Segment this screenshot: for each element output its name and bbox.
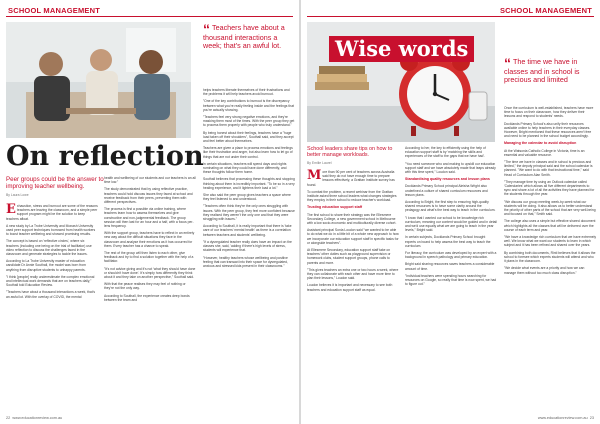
paragraph: "I think [people] really underestimate the complex emotional and intellectual work demands that are on teachers daily," Southall told Education Review. (6, 274, 95, 288)
paragraph: According to Southall, it is really important that there is 'take care of our teachers' mental health' as there is a correlation between teachers and students' wellbeing. (203, 224, 292, 237)
section-rule (6, 16, 293, 17)
section-label: SCHOOL MANAGEMENT (8, 6, 101, 15)
paragraph: Loudon believes it is important and necessary to see both teachers and education support staff as equal. (307, 283, 393, 292)
paragraph: The concept is based on 'reflective circles', where six teachers (including one being on the trial of facilitator) use video reflection to discuss the challenges faced in the classroom and generate strategies to tackle the issues. (6, 239, 92, 257)
paragraph: Once the curriculum is well-established, teachers have more time to focus on their classroom, how they deliver their lessons and respond to students' needs. (504, 106, 594, 119)
paragraph: In certain situations, teachers will spend days and nights ruminating on what they could have done differently, and these thoughts follow them home. (203, 161, 287, 175)
paragraph: "It's not advice giving and it's not 'what they should have done or shouldn't have done'. It's simply how differently they think about it and they take on another perspective," Southall said. (104, 266, 196, 280)
paragraph: "One of the key contributions to burnout is the discrepancy between what you're really feeling inside and the feelings that you're actually showing. (203, 99, 294, 112)
paragraph: By being honest about their feelings, teachers have a "huge load taken off their shoulders", Southall said, and they accept and feel better about themselves. (203, 130, 294, 144)
paragraph: Southall believes that processing these thoughts and stopping thinking about them is incredibly important. "To be so in a very healing experience, and it lightens their load a lot." (203, 177, 295, 190)
paragraph: According to Southall, the experience creates deep bonds between the team and (104, 293, 190, 302)
paragraph: "Teachers often think they're the only ones struggling with issues. With the peer group, they feel more confident because they realised they weren't the only one and that they were struggling with issues." (203, 204, 295, 222)
left-pull-quote (203, 21, 293, 51)
paragraph: ore than 90 per cent of teachers across Australia said they do not have enough time to prepare lessons effectively, a Grattan Institute survey has found. (307, 170, 395, 187)
paragraph: "The time we have in classes and in school is precious and limited," the deputy principal said and the school calendar is planned. "We want to do with that instructional time," said Head of Curriculum Alan Smith. (504, 160, 593, 177)
paragraph: "We decide what events are a priority and how we can manage them without too much class disruption." (504, 266, 585, 275)
paragraph: "They manage time by using an Outlook calendar called 'Calendaries' which allows all five different departments to sync and share a lot of all the activities they have planned for the students through the year. (504, 179, 595, 197)
right-pull-quote (504, 55, 594, 85)
standfirst-text: School leaders share tips on how to better manage workloads. (307, 146, 393, 159)
paragraph: Bright said sharing resources saves teachers a considerable amount of time. (405, 262, 495, 271)
right-column-2 (405, 146, 497, 406)
right-column-1 (307, 170, 399, 406)
standfirst-text: Peer groups could be the answer to improving teacher wellbeing. (6, 176, 104, 190)
paragraph: Docklands Primary School's also unify their resources available online to help teachers in their everyday classes. However, Bright mentioned that these resources aren't free and need to be planned in the school budget accordingly. (504, 121, 592, 139)
subheading: Standardising quality resources and lesson plans (405, 177, 490, 182)
left-footer (6, 416, 62, 420)
paragraph: With the support group, teachers have to reflect in an entirely new way about the difficult situations they face in the classroom and analyse their emotions as it has occurred for them. Every teacher has a chance to speak. (104, 231, 195, 248)
paragraph: The college also uses a simple but effective shared document which highlights all the classes that will be delivered over the course of each term and year. (504, 219, 596, 232)
quote-mark-icon: “ (203, 21, 210, 37)
teachers-meeting-photo (6, 22, 191, 138)
paragraph: "Teachers feel very strong negative emotions, and they're masking them most of the times. With the peer group they get to process them properly with people who truly understand." (203, 115, 295, 128)
paragraph: The rest of the group will then listen to each other, give feedback and try to find a solution together with the help of a facilitator. (104, 251, 194, 264)
paragraph: "I know that I wanted our school to be knowledge rich curriculum, meaning our content would be guided and in detail and we'd use equally what we are going to teach in the year levels," Bright said. (405, 215, 498, 233)
paragraph: In certain subjects, Docklands Primary School brought experts on board to help assess the best way to teach the curriculum. (405, 235, 491, 248)
paragraph: xhaustion, stress and burnout are some of the reasons teachers are leaving the classroom, and a simple peer support program might be the solution to keep teachers afloat. (6, 204, 98, 221)
paragraph: "This gives teachers an extra one or two hours a week, where they can collaborate with each other and have more time to plan their lessons," Loudon said. (307, 267, 399, 281)
paragraph: According to La Trobe University master of education candidate Dr Annie Southall, the model was born from anything from disruptive students to unhappy parents. (6, 259, 86, 272)
left-page (0, 0, 299, 424)
paragraph: Teachers are given a place to process emotions and feelings like their frustration and anger, but also learn how to let go of things that are not under their control. (203, 146, 293, 159)
paragraph: Docklands Primary School principal Aleisha Wright also underlined a culture of shared curriculum resources and lesson plans. (405, 184, 488, 197)
paragraph: The first school to share their strategy was the Ellesmere Secondary College, a new government school in Melbourne with a low socio-economic and multiculturally diverse cohort. (307, 212, 397, 226)
paragraph: "However, healthy teachers whose wellbeing and positive feeling that can transact into their space for dysregulated, anxious and stressed kids present in their classrooms." (203, 255, 288, 268)
paragraph: "We discuss our group meeting week-by-week what our students will be doing. It also allows us to better understand the priority of other parts of the school that are very well-being and focused on that," Smith said. (504, 199, 596, 217)
paragraph: Assistant principal Sonia Loudon said "we wanted to be able to do what we do in a little bit of a whole new approach to how we incorporate our education support staff in specific tasks for or alongside teachers". (307, 228, 399, 245)
paragraph: For literacy, the curriculum was developed by an expert with a background in speech pathology and primary education. (405, 251, 497, 260)
left-byline: By Laura Lowe (6, 193, 29, 197)
right-footer (538, 416, 594, 420)
paragraph: At Ellesmere Secondary, education support staff take on teachers' other duties such as playground supervision or homework clubs, student support groups, phone calls to parents and more. (307, 248, 391, 265)
right-page (301, 0, 600, 424)
pull-quote-text: Teachers have about a thousand interactions a week; that's an awful lot. (203, 23, 285, 51)
drop-cap: M (307, 168, 322, 183)
paragraph: "We have a knowledge rich curriculum that we have extremely well. We know what we want our students to learn in which subject and it has been refined and shared over the years. (504, 235, 597, 248)
subheading: Trusting education support staff (307, 205, 363, 210)
right-column-3 (504, 106, 596, 408)
paragraph: To combat the problem, a recent webinar from the Grattan Institute asked three school leaders what changes strategies they employ in their school to reduce teacher's workload. (307, 189, 397, 203)
paragraph: health and wellbeing of our students and our teachers is an all time low." (104, 176, 196, 185)
paragraph: "Individual teachers were spending hours searching for resources on Google, so really that time is now spent, we had to figure out." (405, 273, 497, 287)
left-column-3 (203, 88, 295, 408)
left-column-2 (104, 176, 196, 406)
paragraph: By combining both documents, Rinti believes that it allows the school to foresee which experts students will attend and who it plans in the classroom. (504, 250, 596, 264)
left-headline: On reflection (6, 141, 204, 172)
paragraph: The process is first a possible via online training, where teachers learn how to assess themselves and give constructive and non-judgemental feedback. The group session will then last for an hour and a half, with a focus per-lens frequency. (104, 207, 194, 229)
section-label: SCHOOL MANAGEMENT (499, 6, 592, 15)
paragraph: She also said the peer group gives teachers a space where they feel listened to and understood. (203, 193, 291, 202)
footer-site: www.educationreview.com.au (537, 416, 588, 420)
paragraph: helps teachers liberate themselves of their frustrations and the problems it will help teachers avoid burnout. (203, 88, 290, 97)
right-byline: By Emilie Laurel (307, 161, 332, 166)
alarm-clock-photo (307, 22, 495, 142)
right-headline: Wise words (329, 36, 474, 62)
section-rule (307, 16, 594, 17)
paragraph: A new study by La Trobe University and Monash University used peer support techniques borrowed from health workers to boost teacher wellbeing and showed promising results. (6, 223, 96, 237)
paragraph: With that the peace realises they may feel of nothing or they're not the only way. (104, 282, 186, 291)
paragraph: The study demonstrated that by using reflective practice, teachers could hold discuss issues they faced at school and receive feedback from their peers, preventing them with different perspectives. (104, 187, 193, 205)
subheading: Managing the calendar to avoid disruption (504, 141, 577, 146)
page-number: 23 (589, 416, 594, 420)
drop-cap: E (6, 202, 16, 217)
right-standfirst (307, 146, 399, 167)
paragraph: According to Bright, the first step to ensuring high-quality shared resources is to have some clarity around the pedagogy and what's the best way to teach in the curriculum. (405, 200, 496, 213)
left-column-1 (6, 204, 98, 404)
paragraph: At the Watsonia Catholic College in Victoria, time is an essential and valuable resource. (504, 148, 585, 157)
quote-mark-icon: “ (504, 55, 511, 71)
page-number: 22 (6, 416, 11, 420)
paragraph: According to her, the key to efficiently using the help of education support staff is by 'matching the skills and experiences of the staff to the gaps that we have had'. (405, 146, 486, 159)
pull-quote-text: The time we have in classes and in school is precious and limited (504, 57, 580, 85)
paragraph: "Teachers have about a thousand interactions a week, that's an awful lot. With the overlay of COVID, the mental (6, 290, 96, 299)
paragraph: "If a dysregulated teacher really does have an impact on the classes she, said, 'adding if there's high levels of stress, students will experience that. (203, 239, 292, 253)
footer-site: www.educationreview.com.au (12, 416, 63, 420)
left-standfirst (6, 176, 106, 199)
paragraph: "You need someone who and making to upskill our education support staff and we have absolutely made that leaps already with this time spent," Loudon said. (405, 161, 496, 175)
